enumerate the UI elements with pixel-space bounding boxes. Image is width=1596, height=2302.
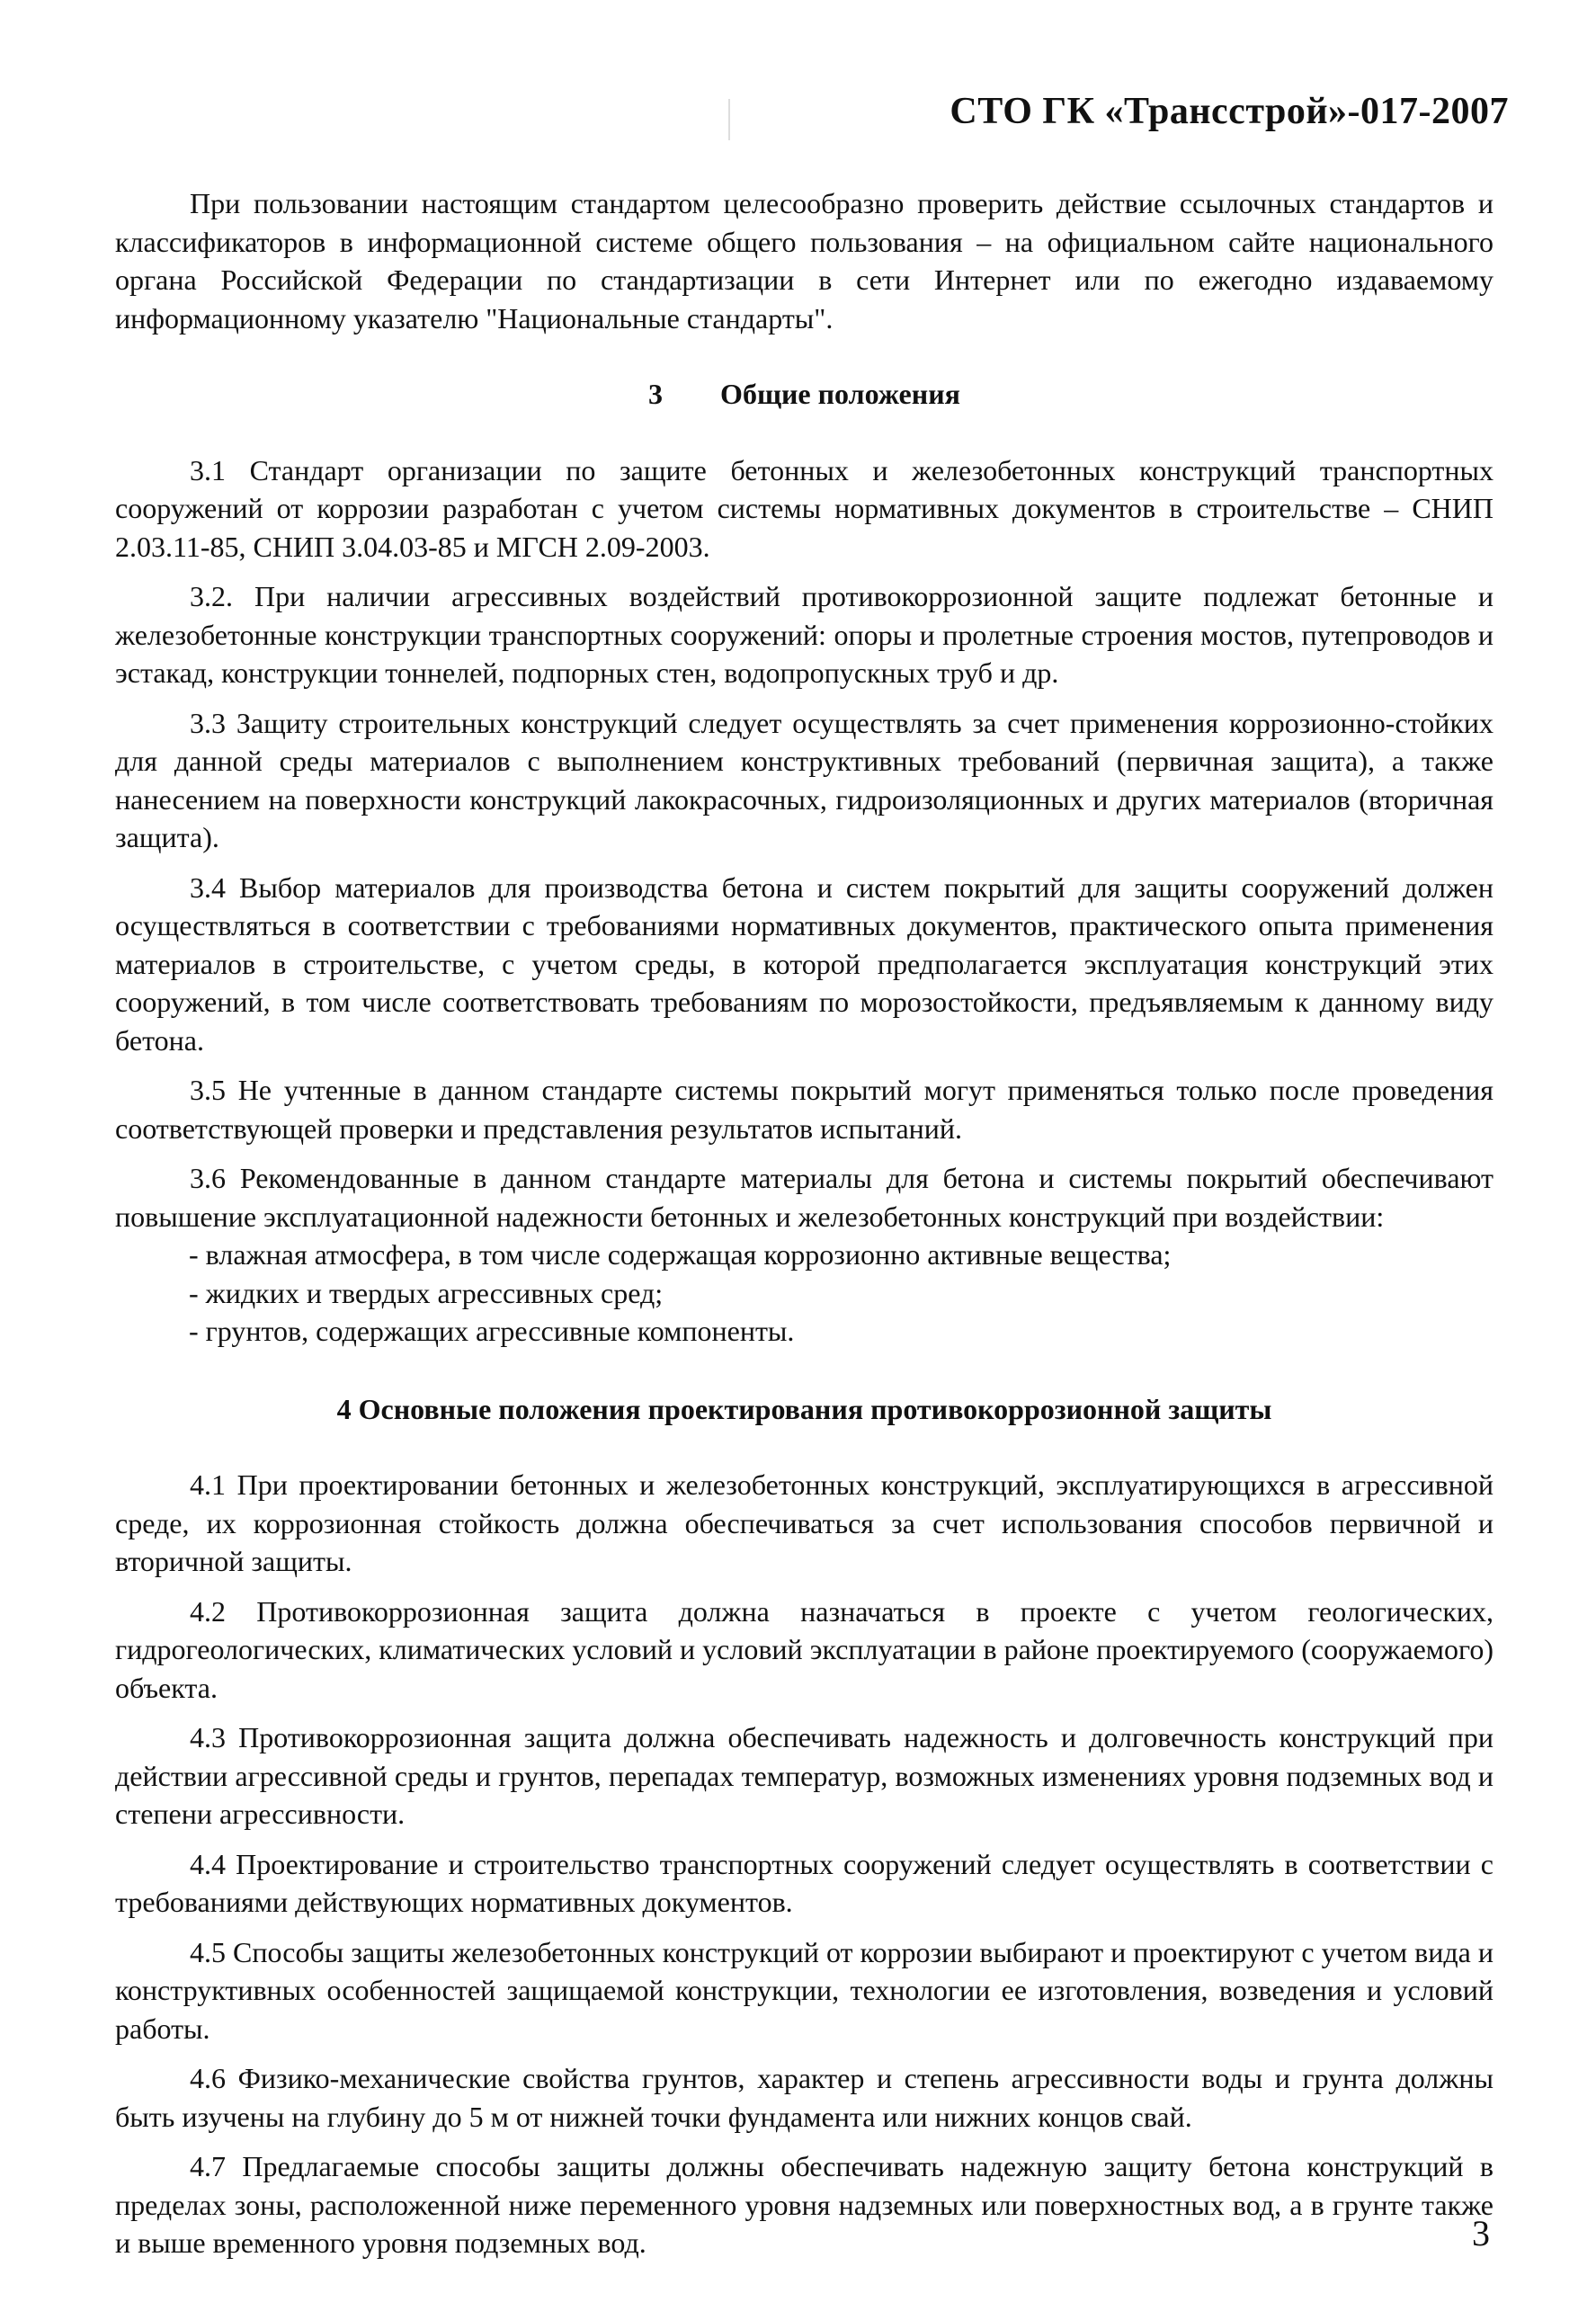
paragraph-4-6: 4.6 Физико-механические свойства грунтов, характер и степень агрессивности воды и грунта должны быть изучены на глубину до 5 м от нижней точки фундамента или нижних концов свай. xyxy=(115,2062,1493,2133)
paragraph-3-1: 3.1 Стандарт организации по защите бетонных и железобетонных конструкций транспортных сооружений от коррозии разработан с учетом системы нормативных документов в строительстве – СНИП 2.03.11-85, СНИП 3.04.03-85 и МГСН 2.09-2003. xyxy=(115,453,1493,563)
page-number: 3 xyxy=(1472,2213,1490,2253)
list-item: - влажная атмосфера, в том числе содержащая коррозионно активные вещества; xyxy=(189,1238,1172,1271)
paragraph-3-3: 3.3 Защиту строительных конструкций следует осуществлять за счет применения коррозионно-стойких для данной среды материалов с выполнением конструктивных требований (первичная защита), а также нанесением на поверхности конструкций лакокрасочных, гидроизоляционных и других материалов (вторичная защита). xyxy=(115,706,1493,853)
paragraph-4-4: 4.4 Проектирование и строительство транспортных сооружений следует осуществлять в соответствии с требованиями действующих нормативных документов. xyxy=(115,1847,1493,1918)
section-4-heading: 4 Основные положения проектирования противокоррозионной защиты xyxy=(336,1392,1272,1425)
paragraph-4-7: 4.7 Предлагаемые способы защиты должны обеспечивать надежную защиту бетона конструкций в пределах зоны, расположенной ниже переменного уровня надземных или поверхностных вод, а в грунте также и выше временного уровня подземных вод. xyxy=(115,2150,1493,2259)
paragraph-3-6: 3.6 Рекомендованные в данном стандарте материалы для бетона и системы покрытий обеспечивают повышение эксплуатационной надежности бетонных и железобетонных конструкций при воздействии: xyxy=(115,1162,1493,1233)
paragraph-4-5: 4.5 Способы защиты железобетонных конструкций от коррозии выбирают и проектируют с учетом вида и конструктивных особенностей защищаемой конструкции, технологии ее изготовления, возведения и условий работы. xyxy=(115,1935,1493,2045)
paragraph-3-4: 3.4 Выбор материалов для производства бетона и систем покрытий для защиты сооружений должен осуществляться в соответствии с требованиями нормативных документов, практического опыта применения материалов в строительстве, с учетом среды, в которой предполагается эксплуатация конструкций этих сооружений, в том числе соответствовать требованиям по морозостойкости, предъявляемым к данному виду бетона. xyxy=(115,870,1493,1057)
scan-artifact xyxy=(728,99,730,140)
document-code-header: СТО ГК «Трансстрой»-017-2007 xyxy=(950,91,1509,132)
document-body xyxy=(115,184,1493,2262)
paragraph-4-1: 4.1 При проектировании бетонных и железобетонных конструкций, эксплуатирующихся в агрессивной среде, их коррозионная стойкость должна обеспечиваться за счет использования способов первичной и вторичной защиты. xyxy=(115,1468,1493,1577)
section-3-heading: 3 Общие положения xyxy=(648,378,960,410)
paragraph-4-3: 4.3 Противокоррозионная защита должна обеспечивать надежность и долговечность конструкций при действии агрессивной среды и грунтов, перепадах температур, возможных изменениях уровня подземных вод и степени агрессивности. xyxy=(115,1721,1493,1830)
paragraph-3-5: 3.5 Не учтенные в данном стандарте системы покрытий могут применяться только после проведения соответствующей проверки и представления результатов испытаний. xyxy=(115,1074,1493,1145)
list-item: - жидких и твердых агрессивных сред; xyxy=(189,1276,664,1309)
list-item: - грунтов, содержащих агрессивные компоненты. xyxy=(189,1315,795,1347)
paragraph-4-2: 4.2 Противокоррозионная защита должна назначаться в проекте с учетом геологических, гидрогеологических, климатических условий и условий эксплуатации в районе проектируемого (сооружаемого) объекта. xyxy=(115,1594,1493,1704)
intro-paragraph: При пользовании настоящим стандартом целесообразно проверить действие ссылочных стандартов и классификаторов в информационной системе общего пользования – на официальном сайте национального органа Российской Федерации по стандартизации в сети Интернет или по ежегодно издаваемому информационному указателю "Национальные стандарты". xyxy=(115,187,1493,335)
paragraph-3-2: 3.2. При наличии агрессивных воздействий противокоррозионной защите подлежат бетонные и железобетонные конструкции транспортных сооружений: опоры и пролетные строения мостов, путепроводов и эстакад, конструкции тоннелей, подпорных стен, водопропускных труб и др. xyxy=(115,580,1493,689)
